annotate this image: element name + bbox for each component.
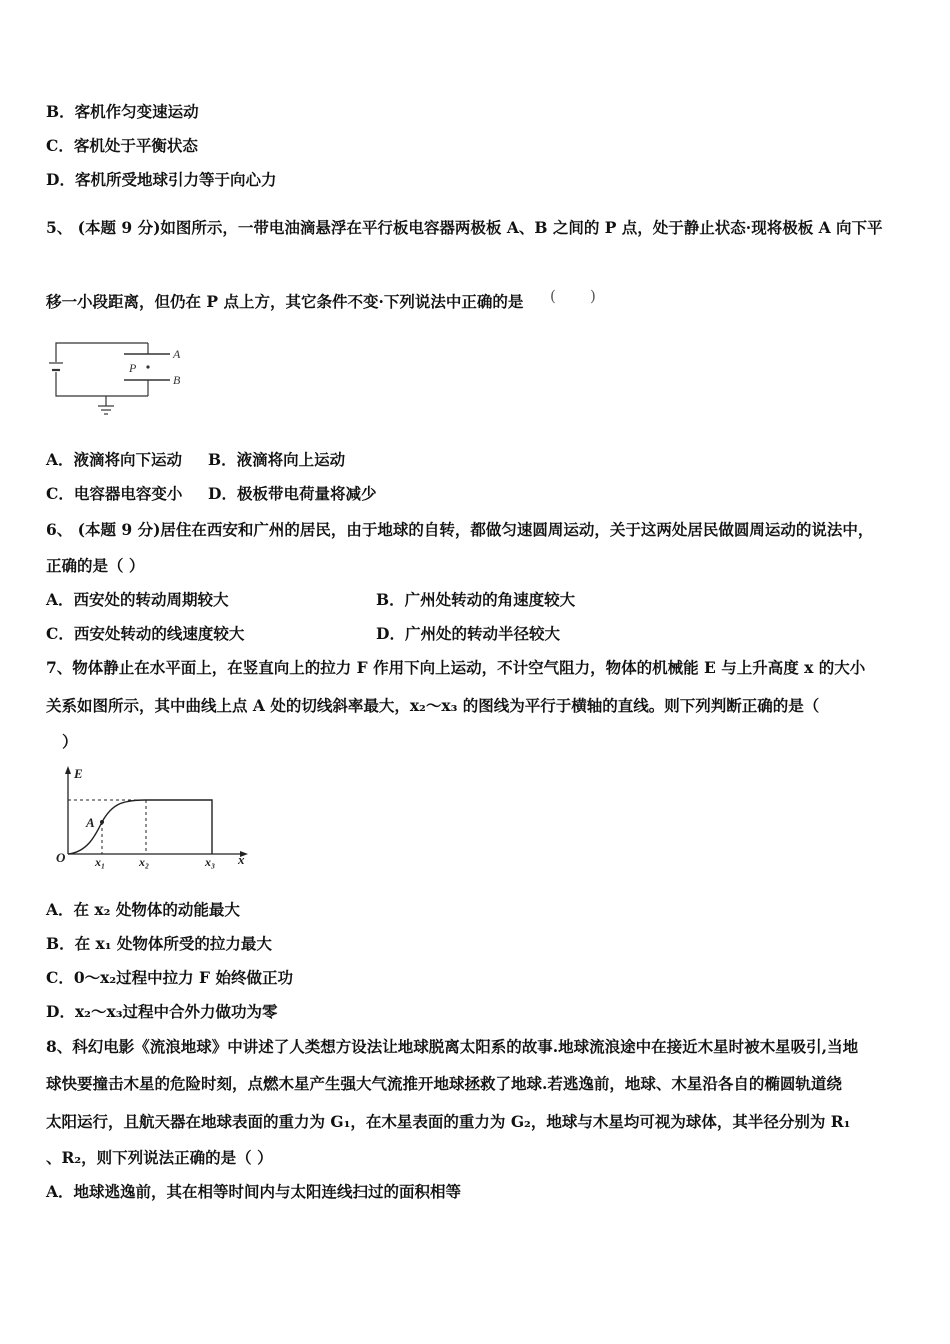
q8-option-a: A．地球逃逸前，其在相等时间内与太阳连线扫过的面积相等 xyxy=(46,1182,462,1201)
q8-stem-line2: 球快要撞击木星的危险时刻，点燃木星产生强大气流推开地球拯救了地球.若逃逸前，地球、木星沿各自的椭圆轨道绕 xyxy=(46,1074,842,1093)
q7-option-d: D．x₂～x₃过程中合外力做功为零 xyxy=(46,1002,278,1021)
q7-option-c: C．0～x₂过程中拉力 F 始终做正功 xyxy=(46,968,293,987)
origin-label: O xyxy=(56,850,66,865)
energy-height-graph xyxy=(52,764,252,870)
q6-option-b: B．广州处转动的角速度较大 xyxy=(376,590,576,609)
q8-stem-line3: 太阳运行，且航天器在地球表面的重力为 G₁，在木星表面的重力为 G₂，地球与木星均可视为球体，其半径分别为 R₁ xyxy=(46,1112,851,1131)
y-axis-label: E xyxy=(74,766,83,781)
q8-stem-line1: 8、科幻电影《流浪地球》中讲述了人类想方设法让地球脱离太阳系的故事.地球流浪途中在接近木星时被木星吸引,当地 xyxy=(46,1037,859,1056)
q5-stem-line1: 5、 (本题 9 分)如图所示，一带电油滴悬浮在平行板电容器两极板 A、B 之间的 P 点，处于静止状态·现将极板 A 向下平 xyxy=(46,218,883,237)
q6-option-c: C．西安处转动的线速度较大 xyxy=(46,624,245,643)
q5-paren-open: ( xyxy=(550,287,556,305)
q5-option-c: C．电容器电容变小 xyxy=(46,484,183,503)
q8-stem-line4: 、R₂，则下列说法正确的是（ ） xyxy=(46,1148,273,1167)
q5-stem-line2: 移一小段距离，但仍在 P 点上方，其它条件不变·下列说法中正确的是 xyxy=(46,292,524,311)
point-a-label: A xyxy=(86,815,95,830)
q6-stem-line1: 6、 (本题 9 分)居住在西安和广州的居民，由于地球的自转，都做匀速圆周运动，关于这两处居民做圆周运动的说法中， xyxy=(46,520,874,539)
q6-option-d: D．广州处的转动半径较大 xyxy=(376,624,560,643)
q7-option-a: A．在 x₂ 处物体的动能最大 xyxy=(46,900,240,919)
q5-paren-close: ) xyxy=(590,287,596,305)
q5-option-b: B．液滴将向上运动 xyxy=(208,450,346,469)
q4-option-d: D．客机所受地球引力等于向心力 xyxy=(46,170,277,189)
label-plate-b: B xyxy=(173,373,181,387)
capacitor-circuit-diagram xyxy=(40,336,190,420)
q7-option-b: B．在 x₁ 处物体所受的拉力最大 xyxy=(46,934,272,953)
q6-option-a: A．西安处的转动周期较大 xyxy=(46,590,229,609)
q6-stem-line2: 正确的是（ ） xyxy=(46,556,145,575)
oil-drop-point xyxy=(146,365,149,368)
q7-stem-line3: ） xyxy=(62,732,78,751)
q5-option-a: A．液滴将向下运动 xyxy=(46,450,183,469)
q4-option-b: B．客机作匀变速运动 xyxy=(46,102,199,121)
point-a-marker xyxy=(100,820,104,824)
q7-stem-line1: 7、物体静止在水平面上，在竖直向上的拉力 F 作用下向上运动，不计空气阻力，物体的机械能 E 与上升高度 x 的大小 xyxy=(46,658,866,677)
tick-x2: x₂ xyxy=(139,855,150,869)
q7-stem-line2: 关系如图所示，其中曲线上点 A 处的切线斜率最大，x₂～x₃ 的图线为平行于横轴的直线。则下列判断正确的是（ xyxy=(46,696,820,715)
label-p: P xyxy=(129,361,137,375)
q4-option-c: C．客机处于平衡状态 xyxy=(46,136,198,155)
q5-option-d: D．极板带电荷量将减少 xyxy=(208,484,377,503)
label-plate-a: A xyxy=(173,347,181,361)
tick-x1: x₁ xyxy=(95,855,106,869)
tick-x3: x₃ xyxy=(205,855,216,869)
x-axis-label: x xyxy=(238,852,245,867)
